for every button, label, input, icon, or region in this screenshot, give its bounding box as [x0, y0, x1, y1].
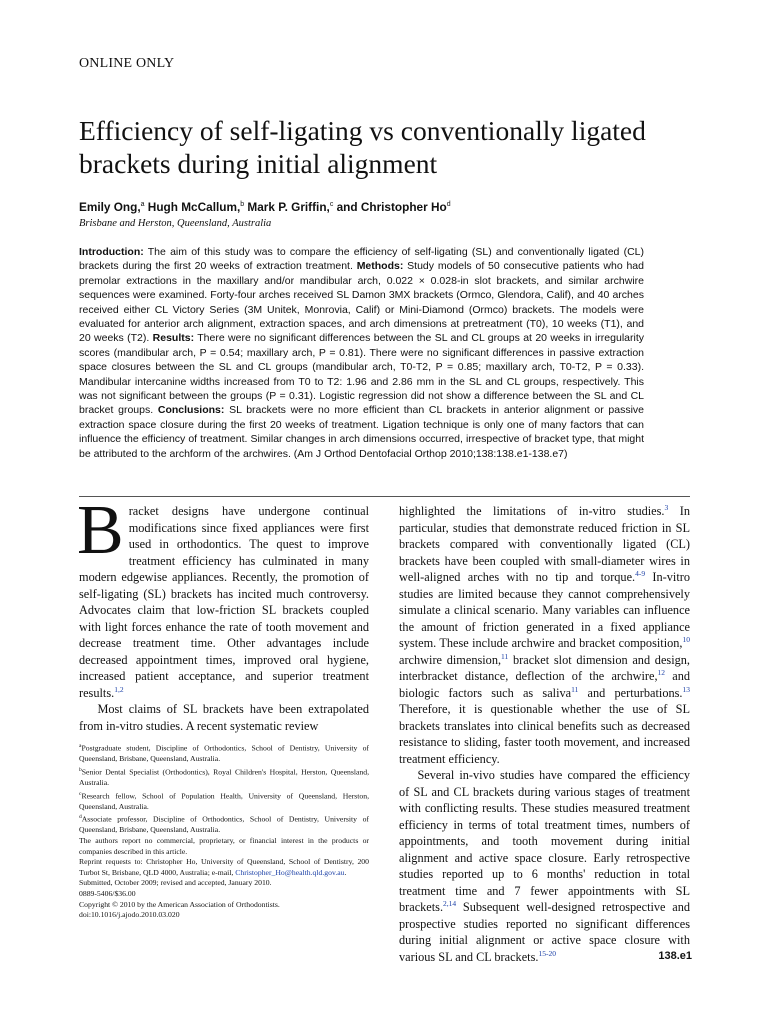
footnote-text: Research fellow, School of Population Health, University of Queensland, Herston, Queensland, Australia. [79, 791, 369, 811]
body-column-right [399, 503, 690, 965]
footnote-affiliation [79, 741, 369, 765]
abstract-intro-heading: Introduction: [79, 246, 144, 258]
abstract-methods: Study models of 50 consecutive patients who had premolar extractions in the maxillary and/or mandibular arch, 0.022 × 0.028-in slot brackets, and similar archwire sequences were examined. Forty-four arches received SL Damon 3MX brackets (Ormco, Glendora, Calif), and 40 arches received either CL Victory Series (3M Unitek, Monrovia, Calif) or Mini-Diamond (Ormco) brackets. The models were evaluated for anterior arch alignment, extraction spaces, and arch dimensions at pretreatment (T0), 10 weeks (T1), and 20 weeks (T2). [79, 260, 644, 345]
citation-link[interactable]: 15-20 [538, 948, 556, 958]
footnote-text: Reprint requests to: Christopher Ho, University of Queensland, School of Dentistry, 200 Turbot St, Brisbane, QLD 4000, Australia; e-mail, [79, 857, 369, 877]
author-affil-mark: c [329, 201, 334, 209]
author-name: Mark P. Griffin, [244, 200, 330, 214]
article-title: Efficiency of self-ligating vs conventionally ligated brackets during initial alignment [79, 115, 646, 179]
footnote-mark: a [79, 743, 82, 749]
citation-link[interactable]: 13 [682, 684, 690, 694]
abstract-results: There were no significant differences between the SL and CL groups at 20 weeks in irregularity scores (mandibular arch, P = 0.54; maxillary arch, P = 0.81). There were no significant differences in passive extraction space closures between the SL and CL groups (mandibular arch, T0-T2, P = 0.85; maxillary arch, T0-T2, P = 0.33). Mandibular intercanine widths increased from T0 to T2: 1.96 and 2.86 mm in the SL and CL groups, respectively. This was not significant between the groups (P = 0.31). Logistic regression did not show a difference between the SL and CL bracket groups. [79, 332, 644, 417]
body-text: Therefore, it is questionable whether the use of SL brackets translates into clinical benefits such as decreased resistance to sliding, faster tooth movement, and increased treatment efficiency. [399, 702, 690, 766]
body-paragraph [399, 767, 690, 965]
footnote-affiliation [79, 765, 369, 789]
abstract-results-heading: Results: [152, 332, 195, 345]
body-paragraph [399, 503, 690, 767]
body-text: In particular, studies that demonstrate reduced friction in SL brackets compared with conventionally ligated (CL) brackets have been coupled with small-diameter wires in well-aligned arches with no tip and torque. [399, 504, 690, 584]
affiliation: Brisbane and Herston, Queensland, Australia [79, 218, 272, 229]
citation-link[interactable]: 11 [571, 684, 579, 694]
author-name: Emily Ong, [79, 200, 141, 214]
footnotes [79, 741, 369, 921]
footnote-copyright: Copyright © 2010 by the American Association of Orthodontists. [79, 899, 280, 909]
footnote-affiliation [79, 812, 369, 836]
citation-link[interactable]: 4-9 [635, 568, 646, 578]
body-paragraph: Most claims of SL brackets have been extrapolated from in-vitro studies. A recent systematic review [79, 702, 369, 733]
section-label: ONLINE ONLY [79, 56, 175, 71]
footnote-reprint [79, 857, 369, 878]
footnote-mark: c [79, 790, 82, 797]
citation-link[interactable]: 11 [501, 651, 509, 661]
body-column-left [77, 492, 369, 734]
body-text: highlighted the limitations of in-vitro studies. [399, 504, 665, 518]
footnote-affiliation [79, 789, 369, 813]
footnote-doi: doi:10.1016/j.ajodo.2010.03.020 [79, 910, 180, 920]
citation-link[interactable]: 2,14 [443, 898, 457, 908]
body-text: racket designs have undergone continual modifications since fixed appliances were first used in orthodontics. The quest to improve treatment efficiency has culminated in many modern edgewise appliances. Recently, the promotion of self-ligating (SL) brackets has incited much controversy. Advocates claim that low-friction SL brackets coupled with light forces enhance the rate of tooth movement and decrease treatment time. Other advantages include decreased appointment times, improved oral hygiene, increased patient acceptance, and superior treatment results. [79, 504, 369, 700]
page-number: 138.e1 [658, 950, 692, 962]
email-link[interactable]: Christopher_Ho@health.qld.gov.au [235, 867, 345, 877]
footnote-submitted: Submitted, October 2009; revised and accepted, January 2010. [79, 878, 272, 888]
footnote-text: . [344, 867, 347, 877]
citation-link[interactable]: 3 [664, 502, 669, 512]
citation-link[interactable]: 10 [682, 634, 690, 644]
body-text: Subsequent well-designed retrospective and prospective studies reported no significant differences during initial alignment or active space closure with various SL and CL brackets. [399, 900, 690, 964]
footnote-price: 0889-5406/$36.00 [79, 888, 136, 898]
footnote-text: Senior Dental Specialist (Orthodontics), Royal Children's Hospital, Herston, Queensland, Australia. [79, 767, 369, 787]
author-affil-mark: b [240, 201, 245, 209]
citation-link[interactable]: 1,2 [114, 684, 124, 694]
author-list [79, 200, 451, 214]
author-name: and Christopher Ho [333, 200, 447, 214]
body-text: Several in-vivo studies have compared the efficiency of SL and CL brackets during various stages of treatment with conflicting results. These studies measured treatment efficiency in terms of total treatment times, numbers of appointments, and tooth movement during initial alignment and active space closure. Early retrospective studies reported up to 6 months' reduction in total treatment time and 7 fewer appointments with SL brackets. [399, 768, 690, 914]
body-text: and biologic factors such as saliva [399, 669, 690, 700]
abstract [79, 245, 644, 461]
abstract-conclusions-heading: Conclusions: [157, 404, 225, 417]
footnote-text: Associate professor, Discipline of Orthodontics, School of Dentistry, University of Queensland, Brisbane, Queensland, Australia. [79, 814, 369, 835]
section-divider [79, 496, 690, 497]
body-text: bracket slot dimension and design, interbracket distance, deflection of the archwire, [399, 652, 690, 683]
footnote-mark: b [79, 766, 82, 773]
footnote-disclosure: The authors report no commercial, proprietary, or financial interest in the products or companies described in this article. [79, 836, 369, 856]
author-name: Hugh McCallum, [144, 200, 241, 214]
footnote-mark: d [79, 814, 82, 821]
abstract-intro: The aim of this study was to compare the efficiency of self-ligating (SL) and conventionally ligated (CL) brackets during the first 20 weeks of extraction treatment. [79, 246, 644, 273]
abstract-conclusions: SL brackets were no more efficient than CL brackets in anterior alignment or passive extraction space closure during the first 20 weeks of treatment. Ligation technique is only one of many factors that can influence the efficiency of treatment. Similar changes in arch dimensions occurred, irrespective of bracket type, that might be attributed to the archform of the archwires. (Am J Orthod Dentofacial Orthop 2010;138:138.e1-138.e7) [79, 404, 644, 460]
drop-cap: B [77, 492, 124, 569]
body-paragraph [77, 492, 369, 701]
body-text: and perturbations. [578, 685, 683, 700]
author-affil-mark: d [446, 201, 451, 209]
author-affil-mark: a [140, 201, 145, 209]
citation-link[interactable]: 12 [657, 667, 666, 677]
body-text: archwire dimension, [399, 652, 502, 667]
footnote-text: Postgraduate student, Discipline of Orthodontics, School of Dentistry, University of Queensland, Brisbane, Queensland, Australia. [79, 743, 369, 764]
body-text: In-vitro studies are limited because they cannot comprehensively simulate a clinical scenario. Many variables can influence the amount of friction generated in a fixed appliance system. These include archwire and bracket composition, [399, 570, 690, 650]
abstract-methods-heading: Methods: [356, 260, 404, 273]
